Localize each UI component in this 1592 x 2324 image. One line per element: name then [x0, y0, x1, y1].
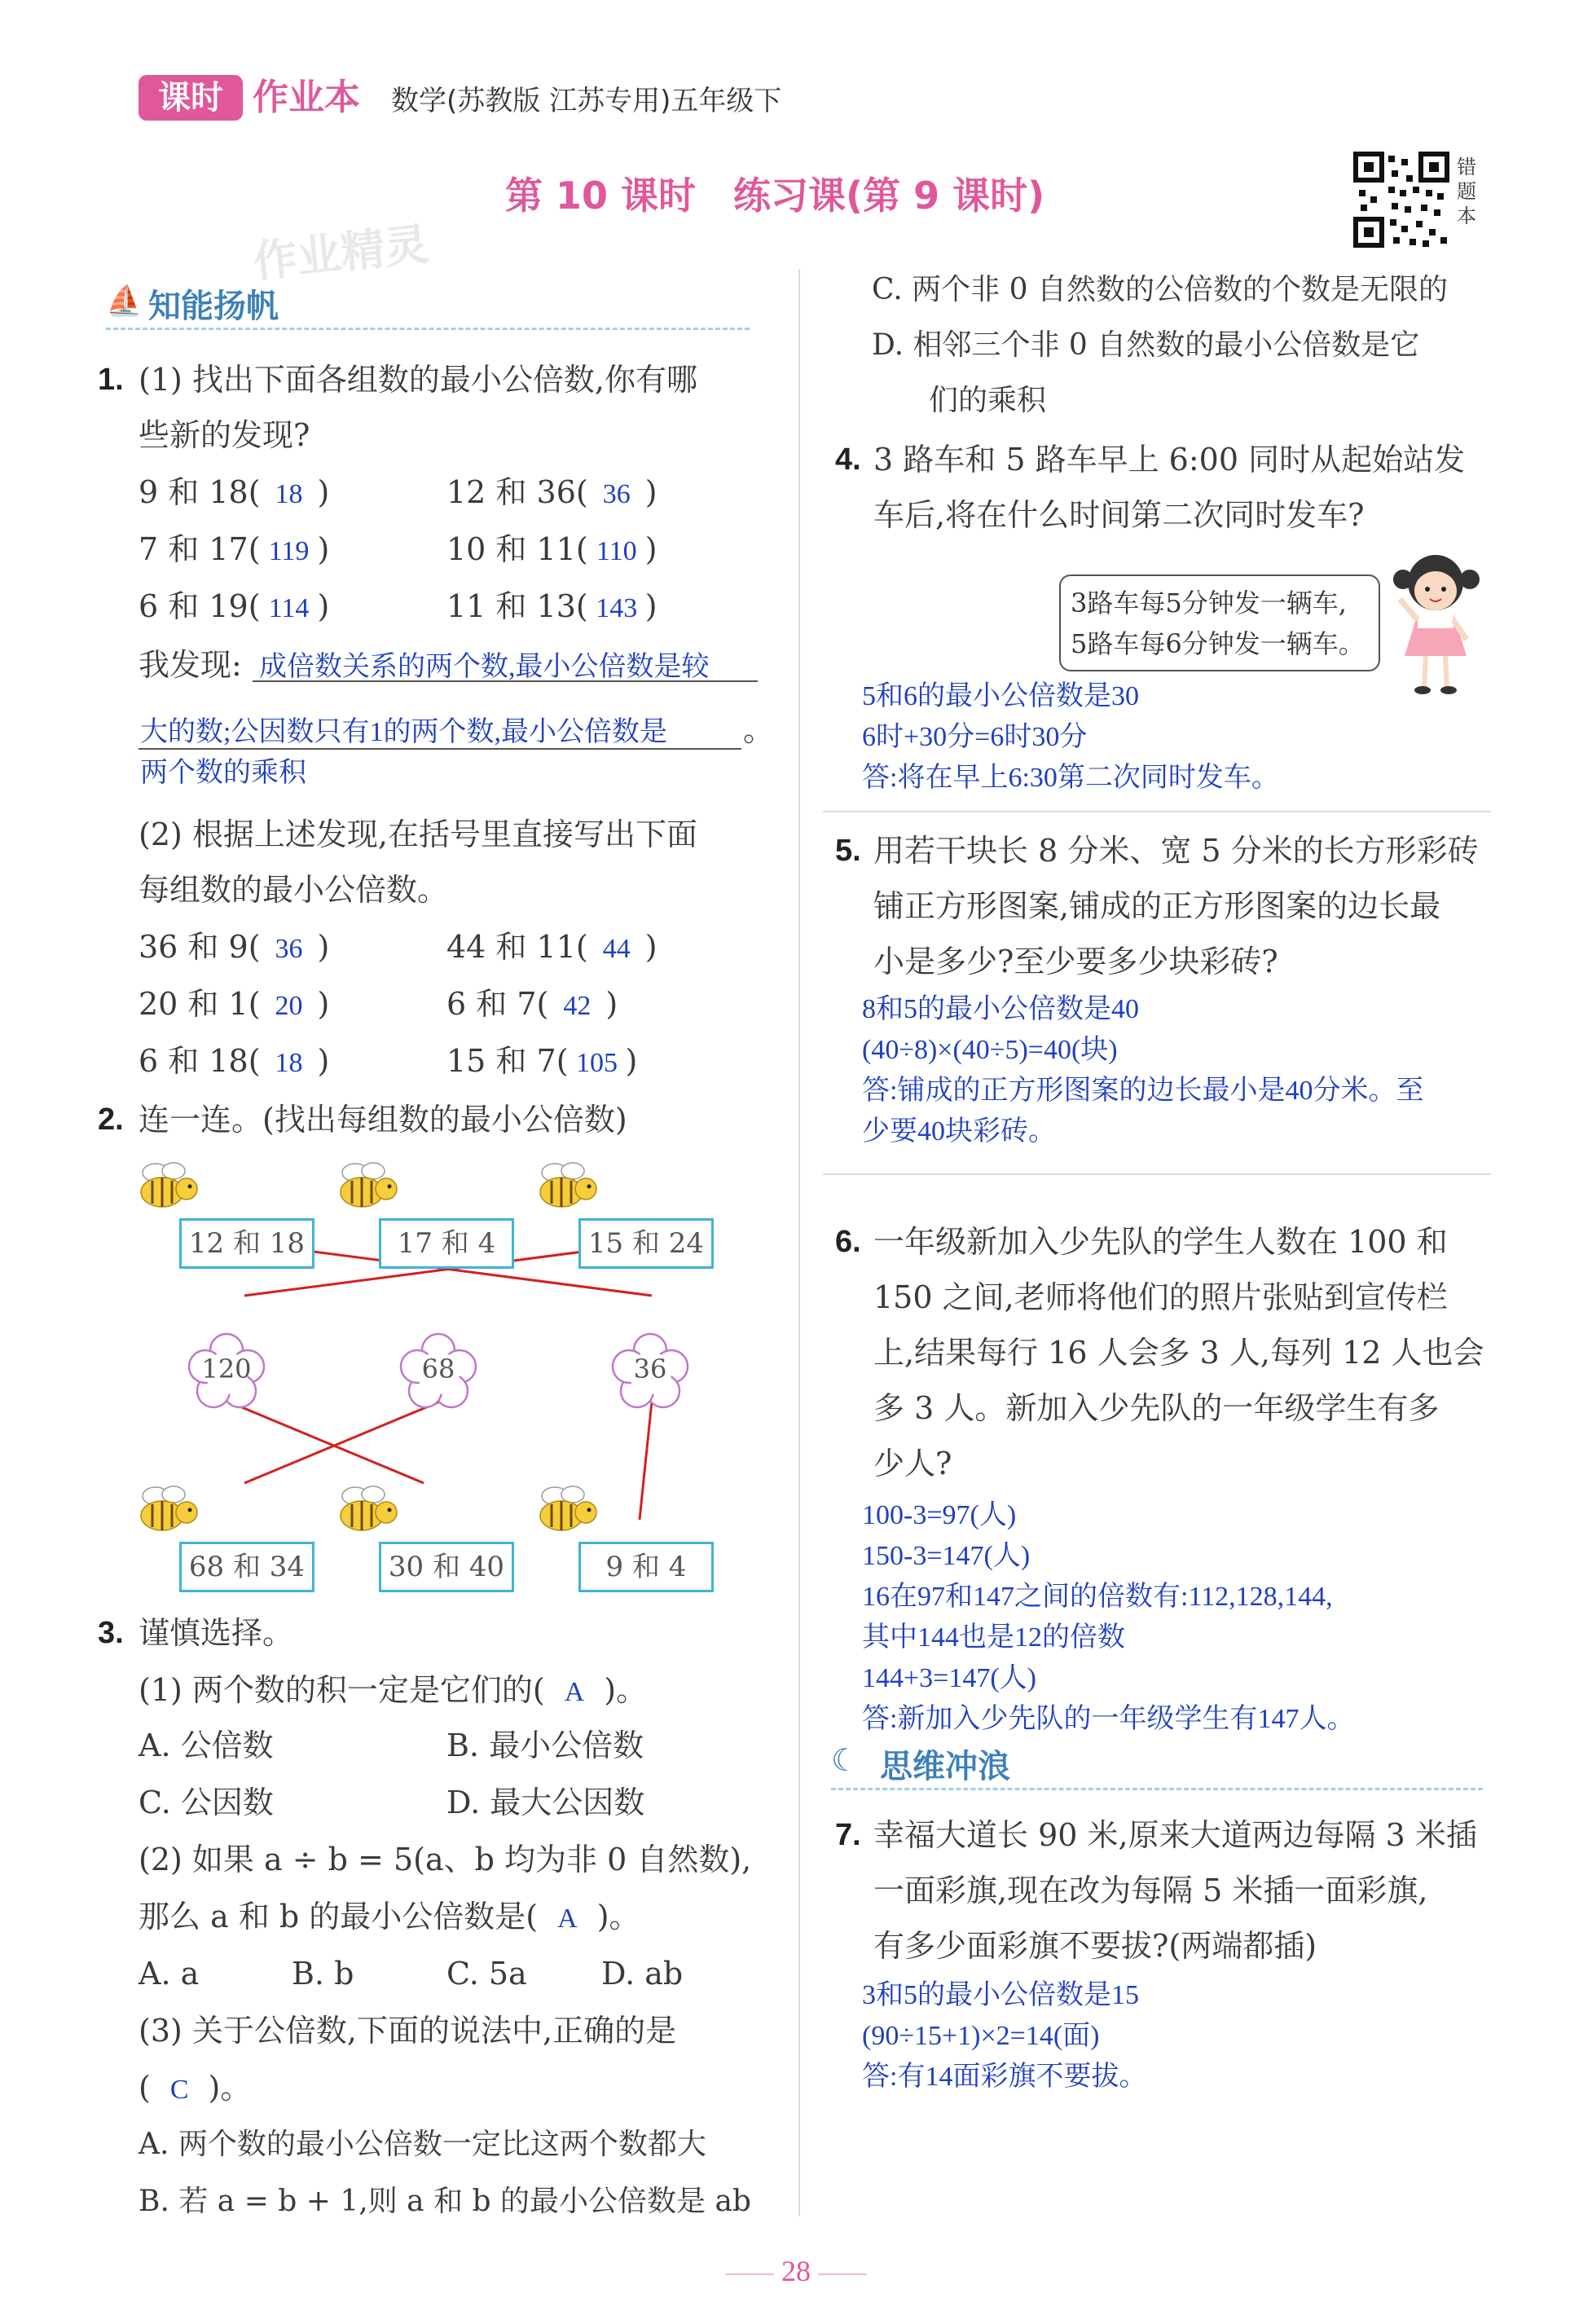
- discover-answer-1: 成倍数关系的两个数,最小公倍数是较: [259, 652, 710, 682]
- lcm-row-close: ): [644, 588, 657, 624]
- lcm-row-answer: 143: [596, 593, 638, 623]
- q7-text: 幸福大道长 90 米,原来大道两边每隔 3 米插: [873, 1817, 1477, 1853]
- lcm-row-close: ): [644, 531, 657, 567]
- lcm-row-label: 7 和 17(: [139, 531, 261, 567]
- answer-line: 答:新加入少先队的一年级学生有147人。: [862, 1704, 1355, 1734]
- lcm-row-close: ): [317, 929, 330, 965]
- lcm-row-label: 9 和 18(: [139, 474, 261, 510]
- answer-line: 少要40块彩砖。: [862, 1116, 1056, 1147]
- answer-block: [862, 1975, 1146, 2097]
- answer-line: 答:铺成的正方形图案的边长最小是40分米。至: [862, 1076, 1424, 1106]
- answer-line: 8和5的最小公倍数是40: [862, 994, 1139, 1024]
- option: A. 两个数的最小公倍数一定比这两个数都大: [139, 2128, 706, 2161]
- answer-block: [862, 1495, 1354, 1740]
- q1-part2-text: (2) 根据上述发现,在括号里直接写出下面: [139, 816, 697, 852]
- bottom-box[interactable]: 9 和 4: [578, 1542, 714, 1592]
- lcm-row: [139, 976, 329, 1034]
- lcm-row: [446, 522, 657, 579]
- lcm-row-close: ): [317, 531, 330, 567]
- q3-part1-end: )。: [604, 1672, 648, 1708]
- answer-line: (40÷8)×(40÷5)=40(块): [862, 1035, 1118, 1065]
- q6-text: 少人?: [873, 1446, 952, 1481]
- q6-text: 多 3 人。新加入少先队的一年级学生有多: [873, 1390, 1440, 1426]
- bubble-line: 3路车每5分钟发一辆车,: [1071, 588, 1347, 618]
- q5-text: 小是多少?至少要多少块彩砖?: [873, 944, 1278, 979]
- option: 们的乘积: [929, 384, 1047, 417]
- answer-block: [862, 989, 1423, 1152]
- bee-icon: [334, 1161, 399, 1213]
- option: A. 公倍数: [139, 1728, 274, 1763]
- flower-number[interactable]: [611, 1332, 689, 1411]
- q3-part3-text: (3) 关于公倍数,下面的说法中,正确的是: [139, 2013, 677, 2049]
- answer-line: 100-3=97(人): [862, 1500, 1017, 1530]
- flower-number[interactable]: [399, 1332, 477, 1411]
- option: B. 最小公倍数: [446, 1728, 644, 1763]
- option: D. 最大公因数: [446, 1785, 645, 1820]
- q3-part1-text: (1) 两个数的积一定是它们的(: [139, 1672, 545, 1708]
- lcm-row: [446, 579, 657, 636]
- q1-part1-text-cont: 些新的发现?: [139, 417, 310, 453]
- bee-icon: [534, 1161, 599, 1213]
- top-box[interactable]: 12 和 18: [179, 1218, 314, 1269]
- discover-answer-2: 大的数;公因数只有1的两个数,最小公倍数是: [140, 717, 667, 747]
- question-number: 7.: [835, 1818, 861, 1852]
- discover-label: 我发现:: [139, 647, 242, 683]
- qr-code-icon[interactable]: [1352, 151, 1450, 249]
- q6-text: 150 之间,老师将他们的照片张贴到宣传栏: [873, 1279, 1448, 1315]
- q3-part2-text: (2) 如果 a ÷ b = 5(a、b 均为非 0 自然数),: [139, 1842, 752, 1877]
- lcm-row-close: ): [644, 929, 657, 965]
- lcm-row-close: ): [317, 588, 330, 624]
- q3-part3-answer: C: [169, 2075, 189, 2105]
- q3-part3-open: (: [139, 2070, 151, 2106]
- lcm-row: [446, 976, 618, 1034]
- lcm-row-close: ): [644, 474, 657, 510]
- q5-text: 铺正方形图案,铺成的正方形图案的边长最: [873, 888, 1441, 924]
- q3-part3-line2: [139, 2060, 251, 2118]
- flower-label: 36: [633, 1353, 667, 1384]
- q3-part3-end: )。: [208, 2070, 252, 2106]
- lcm-row-answer: 42: [563, 991, 592, 1021]
- answer-line: 16在97和147之间的倍数有:112,128,144,: [862, 1582, 1333, 1612]
- watermark: 作业精灵: [250, 218, 432, 288]
- logo-badge: 课时: [139, 75, 243, 121]
- answer-line: 答:有14面彩旗不要拔。: [862, 2062, 1147, 2092]
- option: C. 两个非 0 自然数的公倍数的个数是无限的: [872, 273, 1448, 306]
- lcm-row-label: 10 和 11(: [446, 531, 588, 567]
- question-number: 5.: [835, 834, 861, 868]
- lcm-row-answer: 114: [268, 593, 310, 623]
- question-number: 2.: [98, 1103, 124, 1137]
- lcm-row-close: ): [317, 474, 330, 510]
- moon-icon: ☾: [831, 1742, 860, 1778]
- answer-line: 3和5的最小公倍数是15: [862, 1980, 1139, 2010]
- lcm-row-label: 6 和 19(: [139, 588, 261, 624]
- lcm-row-answer: 18: [275, 1048, 303, 1078]
- question-number: 1.: [98, 363, 124, 397]
- option: B. 若 a = b + 1,则 a 和 b 的最小公倍数是 ab: [139, 2185, 751, 2218]
- brand-name: 作业本: [253, 77, 360, 118]
- lcm-row: [139, 464, 329, 522]
- section-title: 思维冲浪: [880, 1748, 1010, 1785]
- option: B. b: [292, 1956, 354, 1992]
- q7-text: 一面彩旗,现在改为每隔 5 米插一面彩旗,: [873, 1873, 1428, 1908]
- q6-text: 一年级新加入少先队的学生人数在 100 和: [873, 1224, 1448, 1260]
- q3-title: 谨慎选择。: [139, 1615, 294, 1651]
- match-line: [244, 1402, 440, 1483]
- lcm-row-close: ): [605, 986, 618, 1022]
- discover-answer-3: 两个数的乘积: [140, 758, 306, 788]
- q6-text: 上,结果每行 16 人会多 3 人,每列 12 人也会: [873, 1335, 1484, 1371]
- answer-line: (90÷15+1)×2=14(面): [862, 2021, 1100, 2051]
- lcm-row: [139, 522, 329, 579]
- option: D. ab: [601, 1956, 684, 1992]
- lcm-row-answer: 20: [275, 991, 303, 1021]
- sailboat-icon: ⛵: [106, 284, 143, 318]
- q3-part1: [139, 1662, 647, 1720]
- answer-line: 答:将在早上6:30第二次同时发车。: [862, 763, 1279, 793]
- match-line: [640, 1402, 652, 1520]
- bubble-line: 5路车每6分钟发一辆车。: [1071, 628, 1365, 659]
- lcm-row-answer: 36: [275, 934, 303, 964]
- option: C. 5a: [446, 1956, 527, 1992]
- qr-label: 错题本: [1457, 156, 1476, 227]
- lcm-row: [446, 919, 657, 977]
- lcm-row-close: ): [317, 1043, 330, 1079]
- bottom-box[interactable]: 30 和 40: [379, 1542, 514, 1592]
- answer-block: [862, 676, 1279, 799]
- footer-rule-right: [818, 2273, 867, 2275]
- option: D. 相邻三个非 0 自然数的最小公倍数是它: [872, 328, 1420, 362]
- lcm-row-label: 15 和 7(: [446, 1043, 569, 1079]
- lcm-row-label: 36 和 9(: [139, 929, 261, 965]
- option: A. a: [139, 1956, 200, 1992]
- discover-period: 。: [743, 712, 775, 748]
- lcm-row-label: 12 和 36(: [446, 474, 588, 510]
- divider: [823, 811, 1491, 812]
- q7-text: 有多少面彩旗不要拔?(两端都插): [873, 1928, 1317, 1964]
- lcm-row-label: 6 和 7(: [446, 986, 549, 1022]
- q1-part1-text: (1) 找出下面各组数的最小公倍数,你有哪: [139, 362, 697, 398]
- girl-illustration: [1385, 550, 1491, 697]
- lcm-row-answer: 44: [602, 934, 631, 964]
- flower-label: 120: [201, 1353, 252, 1384]
- divider: [823, 1173, 1491, 1175]
- q3-part2-text-cont: 那么 a 和 b 的最小公倍数是(: [139, 1899, 539, 1934]
- lcm-row-answer: 110: [596, 536, 637, 566]
- bee-icon: [134, 1485, 200, 1537]
- match-line: [228, 1402, 424, 1483]
- q2-text: 连一连。(找出每组数的最小公倍数): [139, 1102, 627, 1138]
- book-subtitle: 数学(苏教版 江苏专用)五年级下: [391, 85, 782, 117]
- flower-number[interactable]: [187, 1332, 266, 1411]
- flower-label: 68: [421, 1353, 455, 1384]
- section-header-zhineng: [106, 277, 750, 330]
- column-divider: [798, 269, 800, 2216]
- answer-line: 5和6的最小公倍数是30: [862, 681, 1139, 711]
- lcm-row-label: 6 和 18(: [139, 1043, 261, 1079]
- bee-icon: [334, 1485, 399, 1537]
- answer-line: 144+3=147(人): [862, 1663, 1036, 1693]
- answer-line: 其中144也是12的倍数: [862, 1622, 1125, 1653]
- lcm-row-close: ): [625, 1043, 638, 1079]
- lcm-row-answer: 119: [268, 536, 310, 566]
- bee-icon: [134, 1161, 200, 1213]
- lcm-row-answer: 36: [602, 479, 631, 509]
- speech-bubble: [1059, 574, 1380, 671]
- footer-rule-left: [725, 2273, 774, 2275]
- question-number: 4.: [835, 442, 861, 477]
- q3-part2-line2: [139, 1889, 640, 1947]
- lcm-row: [139, 919, 329, 977]
- lcm-row: [139, 1033, 329, 1091]
- q3-part2-end: )。: [596, 1899, 640, 1934]
- header: [139, 72, 1458, 129]
- page-number: 28: [781, 2255, 811, 2287]
- section-title: 知能扬帆: [148, 288, 279, 325]
- q1-part2-text-cont: 每组数的最小公倍数。: [139, 872, 449, 908]
- answer-line: 6时+30分=6时30分: [862, 722, 1088, 752]
- q4-text-cont: 车后,将在什么时间第二次同时发车?: [873, 497, 1365, 533]
- lcm-row-label: 44 和 11(: [446, 929, 588, 965]
- answer-line: 150-3=147(人): [862, 1541, 1031, 1571]
- bee-icon: [534, 1485, 599, 1537]
- lcm-row-answer: 105: [576, 1048, 618, 1078]
- option: C. 公因数: [139, 1785, 274, 1820]
- q5-text: 用若干块长 8 分米、宽 5 分米的长方形彩砖: [873, 833, 1479, 869]
- lcm-row: [446, 1033, 637, 1091]
- q3-part1-answer: A: [564, 1677, 585, 1707]
- lcm-row: [446, 464, 657, 522]
- question-number: 6.: [835, 1225, 861, 1259]
- lcm-row-label: 20 和 1(: [139, 986, 261, 1022]
- q4-text: 3 路车和 5 路车早上 6:00 同时从起始站发: [873, 442, 1466, 478]
- top-box[interactable]: 17 和 4: [379, 1218, 514, 1269]
- lcm-row-label: 11 和 13(: [446, 588, 588, 624]
- bottom-box[interactable]: 68 和 34: [179, 1542, 314, 1592]
- section-header-siwei: [831, 1737, 1483, 1790]
- lesson-title: 第 10 课时 练习课(第 9 课时): [505, 174, 1045, 218]
- question-number: 3.: [98, 1616, 124, 1650]
- lcm-row-close: ): [317, 986, 330, 1022]
- lcm-row-answer: 18: [275, 479, 303, 509]
- lcm-row: [139, 579, 329, 636]
- q3-part2-answer: A: [557, 1904, 578, 1934]
- top-box[interactable]: 15 和 24: [578, 1218, 714, 1269]
